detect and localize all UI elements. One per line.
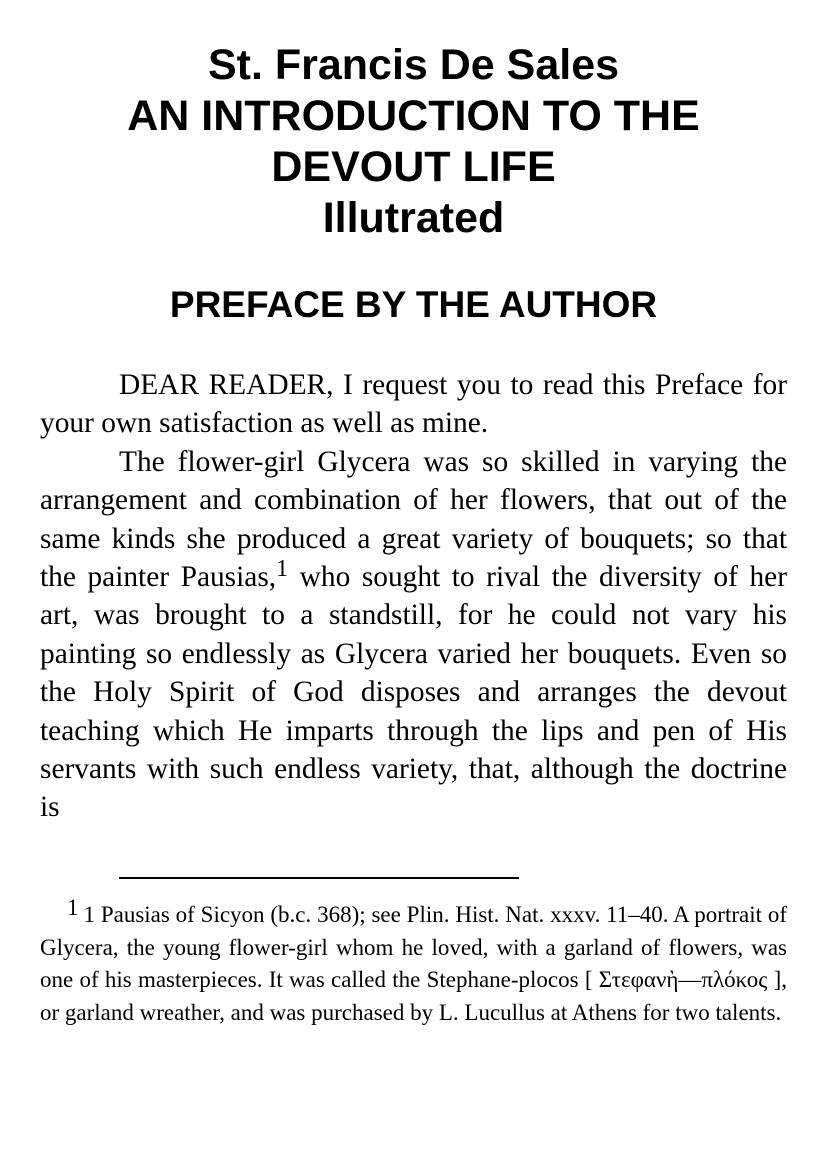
section-heading: PREFACE BY THE AUTHOR bbox=[169, 284, 658, 325]
book-subtitle: Illutrated bbox=[322, 194, 505, 242]
body-text bbox=[40, 366, 787, 827]
book-title-line-1: AN INTRODUCTION TO THE bbox=[127, 92, 700, 140]
paragraph-2-text-a: The flower-girl Glycera was so skilled in varying the arrangement and combination of her flowers, that out of the same kinds she produced a great variety of bouquets; so that the painter Pausias, bbox=[40, 445, 787, 594]
author-name: St. Francis De Sales bbox=[207, 41, 620, 89]
book-title-block bbox=[40, 40, 787, 244]
footnote-divider bbox=[119, 877, 519, 879]
footnote-marker: 1 bbox=[67, 895, 79, 920]
paragraph-2 bbox=[40, 443, 787, 827]
paragraph-1: DEAR READER, I request you to read this Preface for your own satisfaction as well as mine. bbox=[40, 369, 787, 440]
footnote-reference[interactable]: 1 bbox=[276, 556, 289, 583]
footnote bbox=[40, 895, 787, 1029]
paragraph-2-text-b: who sought to rival the diversity of her art, was brought to a standstill, for he could not vary his painting so endlessly as Glycera varied her bouquets. Even so the Holy Spirit of God disposes and arranges the devout teaching which He imparts through the lips and pen of His servants with such endless variety, that, although the doctrine is bbox=[40, 561, 787, 824]
book-title-line-2: DEVOUT LIFE bbox=[271, 143, 556, 191]
footnote-text: 1 Pausias of Sicyon (b.c. 368); see Plin. Hist. Nat. xxxv. 11–40. A portrait of Glycera, the young flower-girl whom he loved, with a garland of flowers, was one of his masterpieces. It was called the Stephane-plocos [ Στεφανὴ—πλόκος ], or garland wreather, and was purchased by L. Lucullus at Athens for two talents. bbox=[40, 902, 787, 1025]
